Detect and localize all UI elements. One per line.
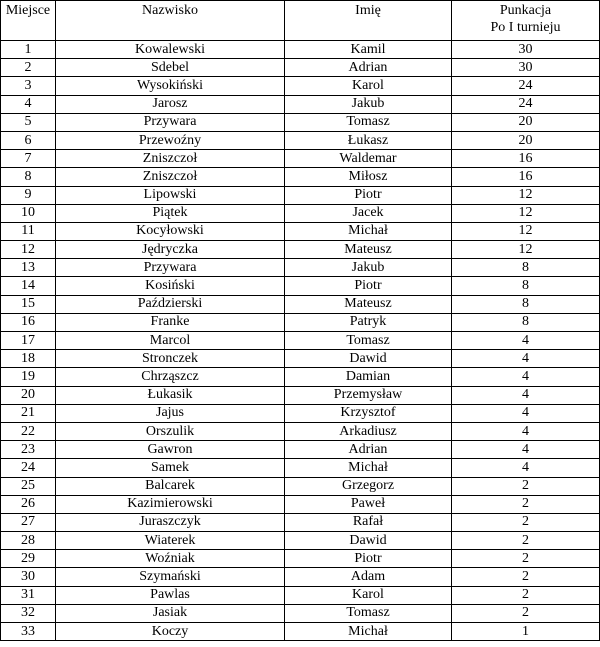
table-row	[1, 586, 600, 604]
cell-points: 12	[452, 241, 600, 259]
cell-first-name: Damian	[285, 368, 452, 386]
cell-first-name: Tomasz	[285, 604, 452, 622]
cell-place: 3	[1, 77, 56, 95]
cell-points: 20	[452, 131, 600, 149]
cell-first-name: Paweł	[285, 495, 452, 513]
cell-place: 25	[1, 477, 56, 495]
cell-surname: Gawron	[56, 441, 285, 459]
table-row	[1, 477, 600, 495]
cell-place: 31	[1, 586, 56, 604]
cell-first-name: Adrian	[285, 441, 452, 459]
cell-points: 8	[452, 313, 600, 331]
cell-surname: Paździerski	[56, 295, 285, 313]
cell-points: 4	[452, 422, 600, 440]
table-row	[1, 441, 600, 459]
table-row	[1, 350, 600, 368]
cell-points: 8	[452, 295, 600, 313]
cell-surname: Wiaterek	[56, 532, 285, 550]
cell-first-name: Jacek	[285, 204, 452, 222]
table-row	[1, 150, 600, 168]
cell-points: 2	[452, 532, 600, 550]
cell-points: 2	[452, 513, 600, 531]
cell-surname: Franke	[56, 313, 285, 331]
cell-first-name: Jakub	[285, 259, 452, 277]
header-points-line1: Punkacja	[499, 3, 552, 18]
cell-surname: Kosiński	[56, 277, 285, 295]
cell-first-name: Waldemar	[285, 150, 452, 168]
cell-place: 19	[1, 368, 56, 386]
cell-place: 10	[1, 204, 56, 222]
cell-place: 32	[1, 604, 56, 622]
header-place: Miejsce	[1, 1, 56, 41]
table-row	[1, 623, 600, 641]
cell-points: 24	[452, 95, 600, 113]
cell-points: 20	[452, 113, 600, 131]
cell-points: 4	[452, 368, 600, 386]
cell-place: 1	[1, 41, 56, 59]
cell-first-name: Mateusz	[285, 241, 452, 259]
table-row	[1, 368, 600, 386]
cell-points: 30	[452, 59, 600, 77]
cell-first-name: Piotr	[285, 277, 452, 295]
table-row	[1, 386, 600, 404]
cell-first-name: Rafał	[285, 513, 452, 531]
cell-surname: Woźniak	[56, 550, 285, 568]
cell-first-name: Mateusz	[285, 295, 452, 313]
cell-first-name: Dawid	[285, 350, 452, 368]
cell-place: 17	[1, 332, 56, 350]
cell-points: 1	[452, 623, 600, 641]
cell-surname: Jędryczka	[56, 241, 285, 259]
cell-place: 8	[1, 168, 56, 186]
cell-first-name: Przemysław	[285, 386, 452, 404]
cell-first-name: Karol	[285, 586, 452, 604]
cell-first-name: Kamil	[285, 41, 452, 59]
cell-first-name: Łukasz	[285, 131, 452, 149]
cell-points: 8	[452, 277, 600, 295]
cell-place: 16	[1, 313, 56, 331]
cell-place: 4	[1, 95, 56, 113]
table-row	[1, 95, 600, 113]
cell-place: 12	[1, 241, 56, 259]
cell-surname: Łukasik	[56, 386, 285, 404]
table-row	[1, 404, 600, 422]
cell-surname: Szymański	[56, 568, 285, 586]
cell-place: 30	[1, 568, 56, 586]
cell-points: 8	[452, 259, 600, 277]
cell-place: 24	[1, 459, 56, 477]
cell-place: 2	[1, 59, 56, 77]
table-row	[1, 131, 600, 149]
table-row	[1, 168, 600, 186]
cell-first-name: Patryk	[285, 313, 452, 331]
cell-surname: Pawlas	[56, 586, 285, 604]
table-row	[1, 259, 600, 277]
table-row	[1, 495, 600, 513]
cell-first-name: Michał	[285, 459, 452, 477]
cell-place: 26	[1, 495, 56, 513]
table-row	[1, 604, 600, 622]
header-points	[452, 1, 600, 41]
cell-place: 28	[1, 532, 56, 550]
cell-surname: Jarosz	[56, 95, 285, 113]
table-row	[1, 532, 600, 550]
cell-points: 4	[452, 441, 600, 459]
cell-place: 11	[1, 222, 56, 240]
cell-points: 4	[452, 350, 600, 368]
cell-points: 2	[452, 477, 600, 495]
cell-first-name: Tomasz	[285, 113, 452, 131]
cell-surname: Balcarek	[56, 477, 285, 495]
cell-points: 24	[452, 77, 600, 95]
cell-surname: Koczy	[56, 623, 285, 641]
table-row	[1, 332, 600, 350]
cell-place: 14	[1, 277, 56, 295]
table-row	[1, 204, 600, 222]
cell-points: 4	[452, 386, 600, 404]
cell-first-name: Grzegorz	[285, 477, 452, 495]
cell-points: 2	[452, 550, 600, 568]
cell-surname: Piątek	[56, 204, 285, 222]
cell-surname: Zniszczoł	[56, 168, 285, 186]
cell-place: 29	[1, 550, 56, 568]
table-row	[1, 186, 600, 204]
cell-place: 18	[1, 350, 56, 368]
cell-first-name: Karol	[285, 77, 452, 95]
cell-points: 2	[452, 586, 600, 604]
cell-surname: Wysokiński	[56, 77, 285, 95]
cell-place: 5	[1, 113, 56, 131]
table-body	[1, 41, 600, 641]
header-first-name: Imię	[285, 1, 452, 41]
cell-first-name: Arkadiusz	[285, 422, 452, 440]
cell-place: 27	[1, 513, 56, 531]
cell-place: 15	[1, 295, 56, 313]
table-row	[1, 459, 600, 477]
cell-points: 4	[452, 459, 600, 477]
cell-first-name: Piotr	[285, 550, 452, 568]
cell-points: 4	[452, 332, 600, 350]
cell-first-name: Tomasz	[285, 332, 452, 350]
cell-surname: Przywara	[56, 259, 285, 277]
table-row	[1, 568, 600, 586]
cell-surname: Lipowski	[56, 186, 285, 204]
cell-points: 2	[452, 568, 600, 586]
table-row	[1, 59, 600, 77]
cell-first-name: Michał	[285, 222, 452, 240]
cell-points: 4	[452, 404, 600, 422]
header-points-line2: Po I turnieju	[490, 20, 561, 35]
cell-first-name: Michał	[285, 623, 452, 641]
table-header	[1, 1, 600, 41]
table-row	[1, 222, 600, 240]
table-row	[1, 41, 600, 59]
cell-surname: Marcol	[56, 332, 285, 350]
table-row	[1, 77, 600, 95]
cell-place: 7	[1, 150, 56, 168]
cell-surname: Orszulik	[56, 422, 285, 440]
cell-surname: Chrząszcz	[56, 368, 285, 386]
cell-surname: Przewoźny	[56, 131, 285, 149]
cell-surname: Przywara	[56, 113, 285, 131]
cell-place: 22	[1, 422, 56, 440]
cell-first-name: Jakub	[285, 95, 452, 113]
table-row	[1, 113, 600, 131]
header-row	[1, 1, 600, 41]
cell-surname: Kazimierowski	[56, 495, 285, 513]
table-row	[1, 241, 600, 259]
table-row	[1, 513, 600, 531]
cell-points: 2	[452, 495, 600, 513]
table-row	[1, 550, 600, 568]
cell-surname: Kocyłowski	[56, 222, 285, 240]
cell-place: 23	[1, 441, 56, 459]
cell-first-name: Adrian	[285, 59, 452, 77]
cell-place: 20	[1, 386, 56, 404]
cell-first-name: Adam	[285, 568, 452, 586]
cell-place: 33	[1, 623, 56, 641]
cell-surname: Jajus	[56, 404, 285, 422]
cell-first-name: Miłosz	[285, 168, 452, 186]
cell-place: 21	[1, 404, 56, 422]
cell-points: 30	[452, 41, 600, 59]
cell-points: 2	[452, 604, 600, 622]
table-row	[1, 422, 600, 440]
cell-surname: Zniszczoł	[56, 150, 285, 168]
cell-first-name: Piotr	[285, 186, 452, 204]
table-row	[1, 277, 600, 295]
cell-first-name: Krzysztof	[285, 404, 452, 422]
cell-points: 12	[452, 204, 600, 222]
table-row	[1, 295, 600, 313]
cell-surname: Juraszczyk	[56, 513, 285, 531]
cell-surname: Jasiak	[56, 604, 285, 622]
cell-points: 12	[452, 222, 600, 240]
table-row	[1, 313, 600, 331]
cell-place: 6	[1, 131, 56, 149]
cell-first-name: Dawid	[285, 532, 452, 550]
header-surname: Nazwisko	[56, 1, 285, 41]
cell-surname: Stronczek	[56, 350, 285, 368]
cell-place: 13	[1, 259, 56, 277]
cell-surname: Sdebel	[56, 59, 285, 77]
cell-points: 16	[452, 168, 600, 186]
cell-place: 9	[1, 186, 56, 204]
cell-points: 16	[452, 150, 600, 168]
cell-surname: Samek	[56, 459, 285, 477]
cell-points: 12	[452, 186, 600, 204]
cell-surname: Kowalewski	[56, 41, 285, 59]
